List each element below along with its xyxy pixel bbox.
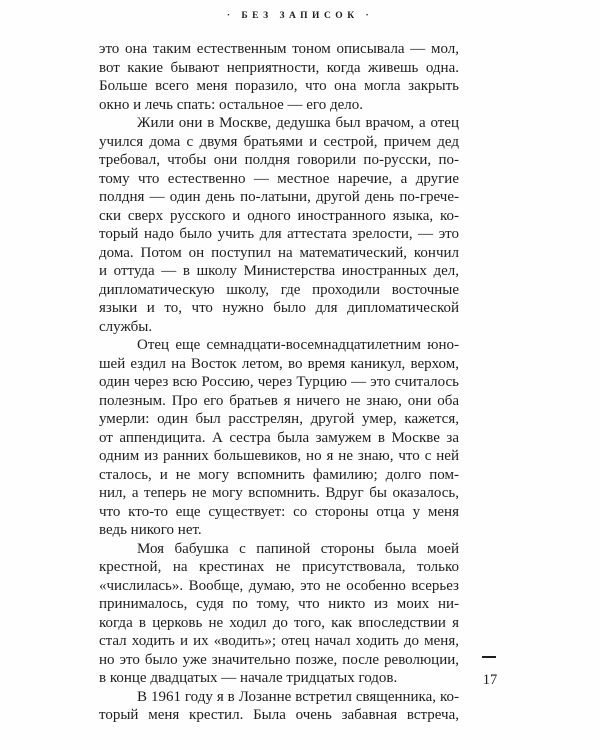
text-line: окно и лечь спать: остальное — его дело. bbox=[99, 96, 363, 113]
text-line: когда в церковь не ходил до того, как впоследствии я bbox=[99, 614, 459, 631]
text-line: В 1961 году я в Лозанне встретил священника, ко- bbox=[137, 688, 459, 705]
text-line: учился дома с двумя братьями и сестрой, причем дед bbox=[99, 133, 459, 150]
text-line: от аппендицита. А сестра была замужем в Москве за bbox=[99, 429, 459, 446]
text-line: службы. bbox=[99, 318, 153, 335]
page-number: 17 bbox=[482, 672, 498, 688]
text-line: Моя бабушка с папиной стороны была моей bbox=[137, 540, 459, 557]
text-line: одним из ранних большевиков, но я не знаю, что с ней bbox=[99, 448, 459, 464]
footer-rule bbox=[482, 656, 496, 658]
text-line: умерли: один был расстрелян, другой умер, кажется, bbox=[99, 411, 459, 427]
text-line: «числилась». Вообще, думаю, это не особенно всерьез bbox=[99, 577, 459, 594]
text-line: что кто-то еще существует: со стороны отца у меня bbox=[99, 503, 459, 520]
text-line: Больше всего меня поразило, что она могла закрыть bbox=[99, 78, 459, 94]
text-block bbox=[99, 40, 459, 725]
text-line: шей ездил на Восток летом, во время каникул, верхом, bbox=[99, 355, 459, 372]
text-line: стал ходить и их «водить»; отец начал ходить до меня, bbox=[99, 633, 459, 649]
text-line: торый меня крестил. Была очень забавная встреча, bbox=[99, 707, 459, 723]
text-line: требовал, чтобы они полдня говорили по-русски, по- bbox=[99, 152, 459, 168]
text-line: Отец еще семнадцати-восемнадцатилетним юно- bbox=[137, 337, 459, 353]
text-line: это она таким естественным тоном описывала — мол, bbox=[99, 41, 459, 57]
text-line: дипломатическую школу, где проходили восточные bbox=[99, 281, 459, 298]
text-line: сталось, и не могу вспомнить фамилию; долго пом- bbox=[99, 466, 459, 483]
text-line: принималось, судя по тому, что никто из моих ни- bbox=[99, 596, 459, 612]
running-head: · БЕЗ ЗАПИСОК · bbox=[226, 11, 374, 21]
text-line: ски сверх русского и одного иностранного языка, ко- bbox=[99, 207, 459, 224]
text-line: в конце двадцатых — начале тридцатых годов. bbox=[99, 670, 398, 686]
text-line: полдня — один день по-латыни, другой день по-грече- bbox=[99, 189, 459, 205]
text-line: но это было уже значительно позже, после революции, bbox=[99, 651, 459, 668]
text-line: Жили они в Москве, дедушка был врачом, а отец bbox=[137, 115, 459, 131]
text-line: и оттуда — в школу Министерства иностранных дел, bbox=[99, 263, 459, 279]
text-line: языки и то, что нужно было для дипломатической bbox=[99, 300, 459, 316]
text-line: торый надо было учить для аттестата зрелости, — это bbox=[99, 226, 459, 242]
text-line: тому что естественно — местное наречие, а другие bbox=[99, 170, 459, 187]
text-line: нил, а теперь не могу вспомнить. Вдруг бы оказалось, bbox=[99, 485, 459, 501]
text-line: полезным. Про его братьев я ничего не знаю, они оба bbox=[99, 392, 459, 409]
text-line: вот какие бывают неприятности, когда живешь одна. bbox=[99, 59, 459, 76]
text-line: крестной, на крестинах не присутствовала, только bbox=[99, 559, 459, 575]
text-line: ведь никого нет. bbox=[99, 522, 202, 538]
text-line: один через всю Россию, через Турцию — это считалось bbox=[99, 374, 459, 390]
text-line: дома. Потом он поступил на математический, кончил bbox=[99, 244, 459, 261]
